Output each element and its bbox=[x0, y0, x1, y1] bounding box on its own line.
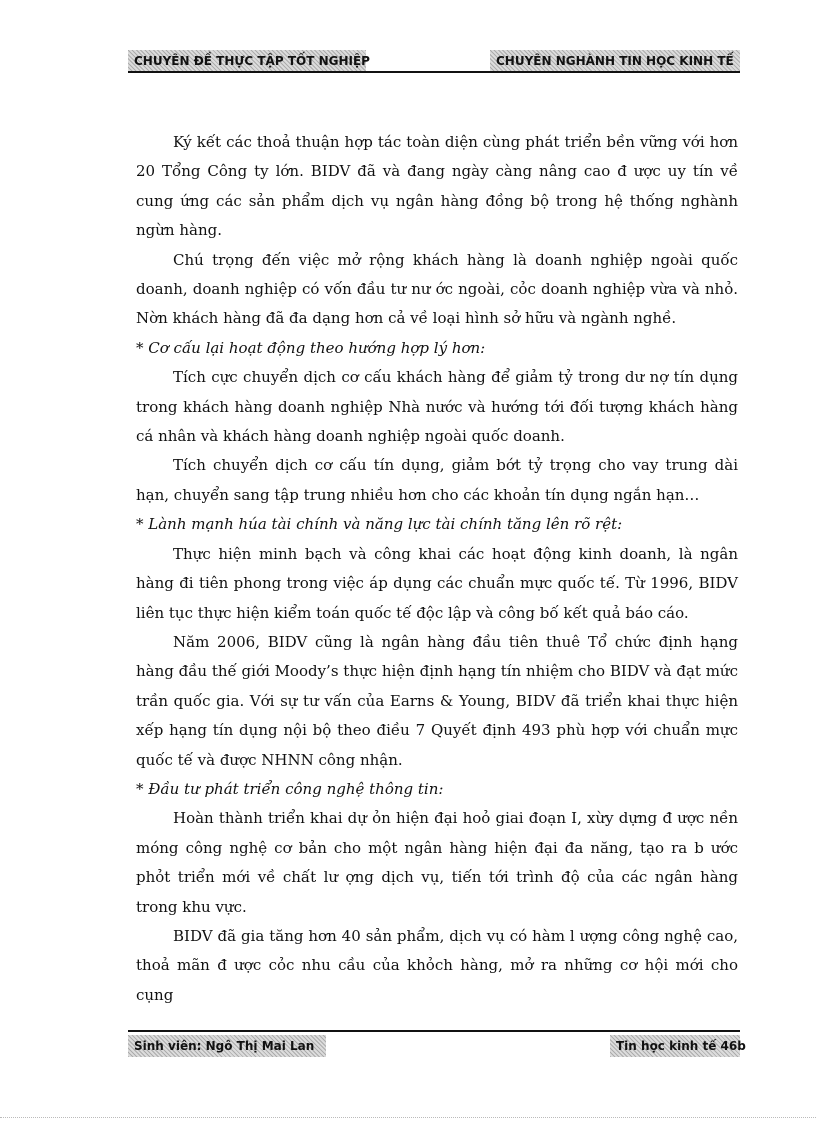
paragraph: Thực hiện minh bạch và công khai các hoạt động kinh doanh, là ngân hàng đi tiên phong trong việc áp dụng các chuẩn mực quốc tế. Từ 1996, BIDV liên tục thực hiện kiểm toán quốc tế độc lập và công bố kết quả báo cáo. bbox=[136, 544, 738, 622]
section-heading: * Cơ cấu lại hoạt động theo hướng hợp lý hơn: bbox=[136, 338, 486, 357]
footer-rule bbox=[128, 1030, 740, 1032]
paragraph: Tích cực chuyển dịch cơ cấu khách hàng để giảm tỷ trong dư nợ tín dụng trong khách hàng doanh nghiệp Nhà nước và hướng tới đối tượng khách hàng cá nhân và khách hàng doanh nghiệp ngoài quốc doanh. bbox=[136, 368, 738, 446]
paragraph: Chú trọng đến việc mở rộng khách hàng là doanh nghiệp ngoài quốc doanh, doanh nghiệp có vốn đầu tư nư ớc ngoài, cỏc doanh nghiệp vừa và nhỏ. Nờn khách hàng đã đa dạng hơn cả về loại hình sở hữu và ngành nghề. bbox=[136, 250, 738, 328]
section-heading: * Lành mạnh húa tài chính và năng lực tài chính tăng lên rõ rệt: bbox=[136, 515, 623, 534]
section-heading: * Đầu tư phát triển công nghệ thông tin: bbox=[136, 779, 444, 798]
page-edge-divider bbox=[0, 1117, 816, 1118]
footer-student-name: Sinh viên: Ngô Thị Mai Lan bbox=[128, 1035, 326, 1057]
paragraph: Hoàn thành triển khai dự ỏn hiện đại hoỏ giai đoạn I, xừy dựng đ ược nền móng công nghệ cơ bản cho một ngân hàng hiện đại đa năng, tạo ra b ước phỏt triển mới về chất lư ợng dịch vụ, tiến tới trình độ của các ngân hàng trong khu vực. bbox=[136, 809, 738, 916]
document-body bbox=[136, 128, 738, 1010]
footer-class: Tin học kinh tế 46b bbox=[610, 1035, 740, 1057]
header-left-title: CHUYÊN ĐỀ THỰC TẬP TỐT NGHIỆP bbox=[128, 50, 366, 72]
paragraph: Năm 2006, BIDV cũng là ngân hàng đầu tiên thuê Tổ chức định hạng hàng đầu thế giới Moody’s thực hiện định hạng tín nhiệm cho BIDV và đạt mức trần quốc gia. Với sự tư vấn của Earns & Young, BIDV đã triển khai thực hiện xếp hạng tín dụng nội bộ theo điều 7 Quyết định 493 phù hợp với chuẩn mực quốc tế và được NHNN công nhận. bbox=[136, 632, 738, 769]
paragraph: Ký kết các thoả thuận hợp tác toàn diện cùng phát triển bền vững với hơn 20 Tổng Công ty lớn. BIDV đã và đang ngày càng nâng cao đ ược uy tín về cung ứng các sản phẩm dịch vụ ngân hàng đồng bộ trong hệ thống nghành ngừn hàng. bbox=[136, 133, 738, 240]
header-right-title: CHUYÊN NGHÀNH TIN HỌC KINH TẾ bbox=[490, 50, 740, 72]
paragraph: BIDV đã gia tăng hơn 40 sản phẩm, dịch vụ có hàm l ượng công nghệ cao, thoả mãn đ ược cỏc nhu cầu của khỏch hàng, mở ra những cơ hội mới cho cụng bbox=[136, 926, 738, 1004]
paragraph: Tích chuyển dịch cơ cấu tín dụng, giảm bớt tỷ trọng cho vay trung dài hạn, chuyển sang tập trung nhiều hơn cho các khoản tín dụng ngắn hạn… bbox=[136, 456, 738, 504]
header-rule bbox=[128, 71, 740, 73]
